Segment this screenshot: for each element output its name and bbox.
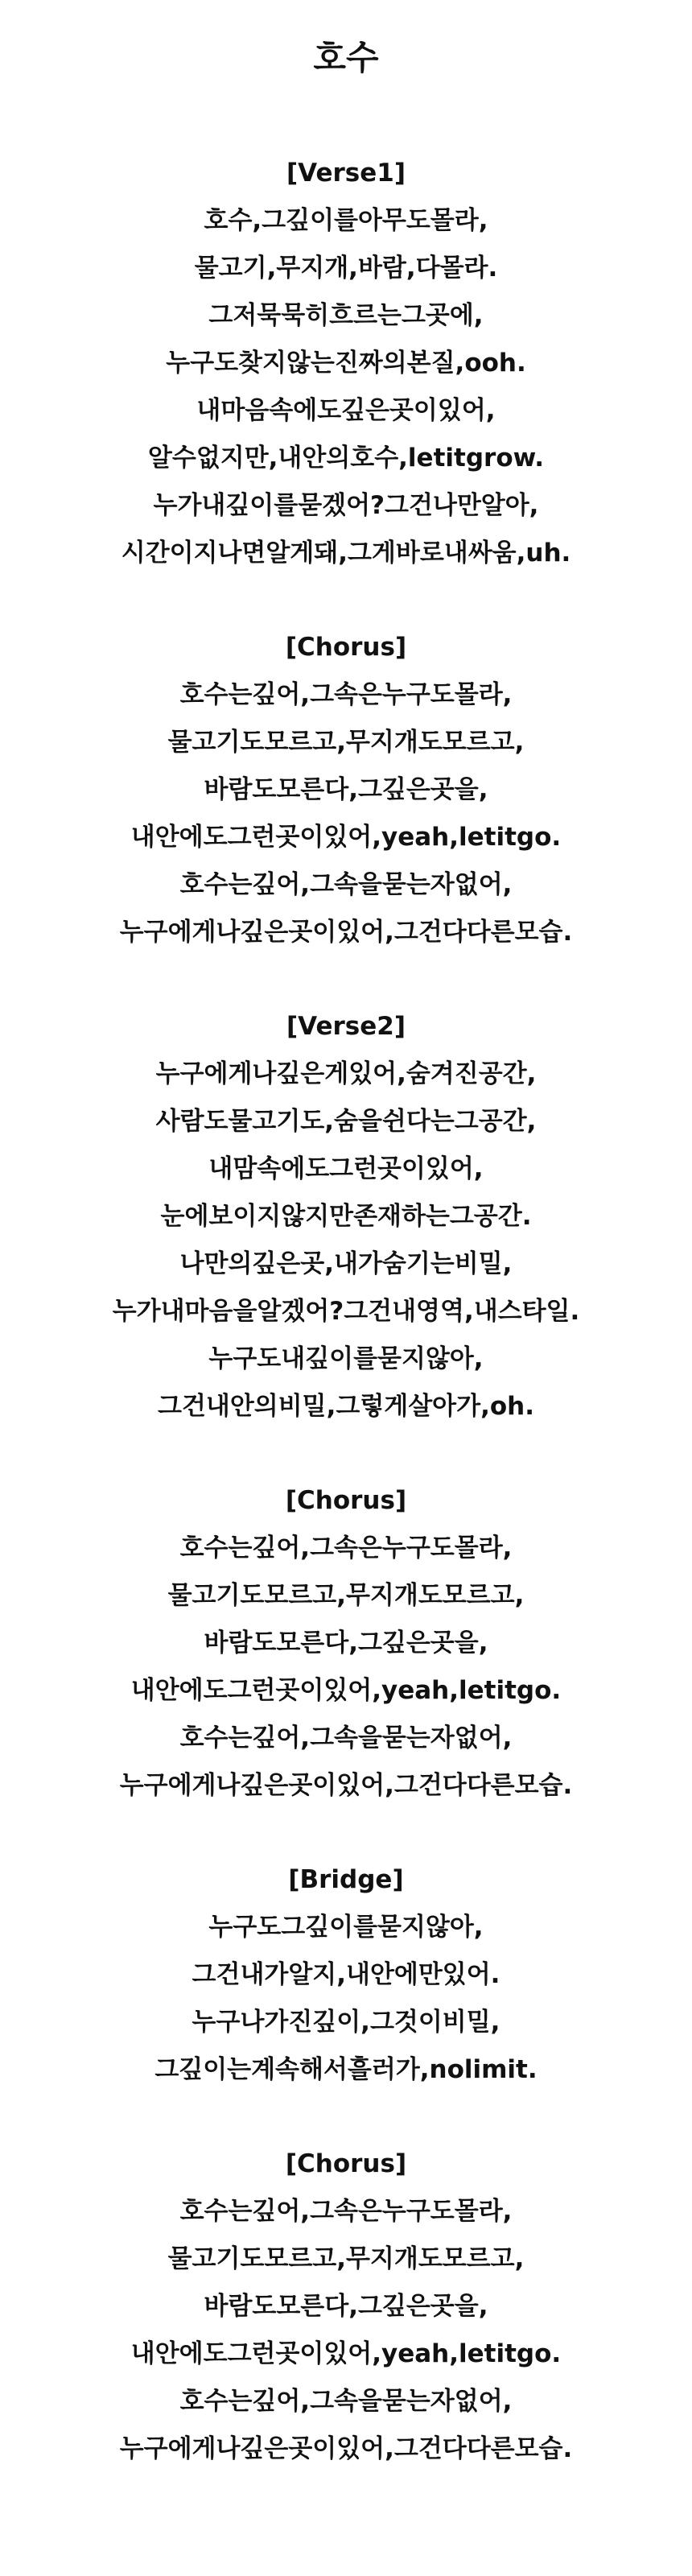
section-label: [Verse1] (286, 159, 406, 188)
lyric-line: 누구에게나깊은곳이있어,그건다다른모습. (119, 918, 573, 947)
lyric-section (0, 150, 692, 577)
lyric-line: 내안에도그런곳이있어,yeah,letitgo. (130, 2339, 562, 2368)
lyric-line: 물고기도모르고,무지개도모르고, (167, 2244, 525, 2273)
lyrics-body (0, 150, 692, 2520)
lyric-line: 호수는깊어,그속은누구도몰라, (179, 2197, 513, 2226)
lyric-line: 누구에게나깊은게있어,숨겨진공간, (155, 1059, 537, 1088)
lyric-line: 누가내깊이를묻겠어?그건나만알아, (153, 491, 539, 520)
lyric-line: 호수는깊어,그속을묻는자없어, (179, 870, 513, 899)
lyric-line: 호수는깊어,그속은누구도몰라, (179, 1534, 513, 1563)
lyric-line: 누구에게나깊은곳이있어,그건다다른모습. (119, 1771, 573, 1800)
lyric-line: 그저묵묵히흐르는그곳에, (208, 301, 484, 330)
lyric-line: 내맘속에도그런곳이있어, (208, 1154, 484, 1183)
song-title: 호수 (313, 38, 379, 77)
lyric-section (0, 624, 692, 956)
lyric-line: 그깊이는계속해서흘러가,nolimit. (154, 2055, 538, 2084)
lyric-section (0, 1856, 692, 2094)
lyric-line: 물고기,무지개,바람,다몰라. (194, 254, 498, 283)
lyric-line: 호수는깊어,그속을묻는자없어, (179, 2387, 513, 2416)
lyric-line: 사람도물고기도,숨을쉰다는그공간, (155, 1107, 537, 1136)
section-label: [Chorus] (285, 633, 407, 662)
lyric-line: 호수,그깊이를아무도몰라, (204, 206, 488, 235)
lyric-line: 누구도내깊이를묻지않아, (208, 1344, 484, 1373)
lyric-line: 누구나가진깊이,그것이비밀, (192, 2008, 500, 2037)
lyric-line: 바람도모른다,그깊은곳을, (204, 775, 488, 804)
section-label: [Chorus] (285, 2149, 407, 2178)
lyric-section (0, 1477, 692, 1810)
lyric-line: 내안에도그런곳이있어,yeah,letitgo. (130, 1676, 562, 1705)
lyric-section (0, 1003, 692, 1430)
lyric-line: 누가내마음을알겠어?그건내영역,내스타일. (112, 1297, 580, 1326)
lyric-line: 누구에게나깊은곳이있어,그건다다른모습. (119, 2434, 573, 2463)
lyric-line: 호수는깊어,그속을묻는자없어, (179, 1724, 513, 1752)
lyric-line: 바람도모른다,그깊은곳을, (204, 2292, 488, 2321)
lyric-line: 알수없지만,내안의호수,letitgrow. (147, 444, 545, 473)
lyric-line: 내마음속에도깊은곳이있어, (196, 396, 496, 425)
lyric-line: 나만의깊은곳,내가숨기는비밀, (179, 1249, 513, 1278)
lyric-line: 시간이지나면알게돼,그게바로내싸움,uh. (121, 539, 571, 568)
lyric-line: 눈에보이지않지만존재하는그공간. (160, 1202, 532, 1231)
lyric-section (0, 2140, 692, 2473)
lyric-line: 내안에도그런곳이있어,yeah,letitgo. (130, 823, 562, 852)
lyric-line: 누구도찾지않는진짜의본질,ooh. (166, 349, 526, 378)
section-label: [Verse2] (286, 1012, 406, 1041)
lyric-line: 그건내가알지,내안에만있어. (192, 1960, 500, 1989)
lyric-line: 물고기도모르고,무지개도모르고, (167, 1581, 525, 1610)
lyric-line: 물고기도모르고,무지개도모르고, (167, 728, 525, 757)
section-label: [Chorus] (285, 1486, 407, 1515)
lyric-line: 바람도모른다,그깊은곳을, (204, 1629, 488, 1657)
section-label: [Bridge] (288, 1865, 404, 1894)
lyric-line: 그건내안의비밀,그렇게살아가,oh. (158, 1392, 534, 1421)
lyric-line: 호수는깊어,그속은누구도몰라, (179, 680, 513, 709)
lyric-line: 누구도그깊이를묻지않아, (208, 1913, 484, 1942)
